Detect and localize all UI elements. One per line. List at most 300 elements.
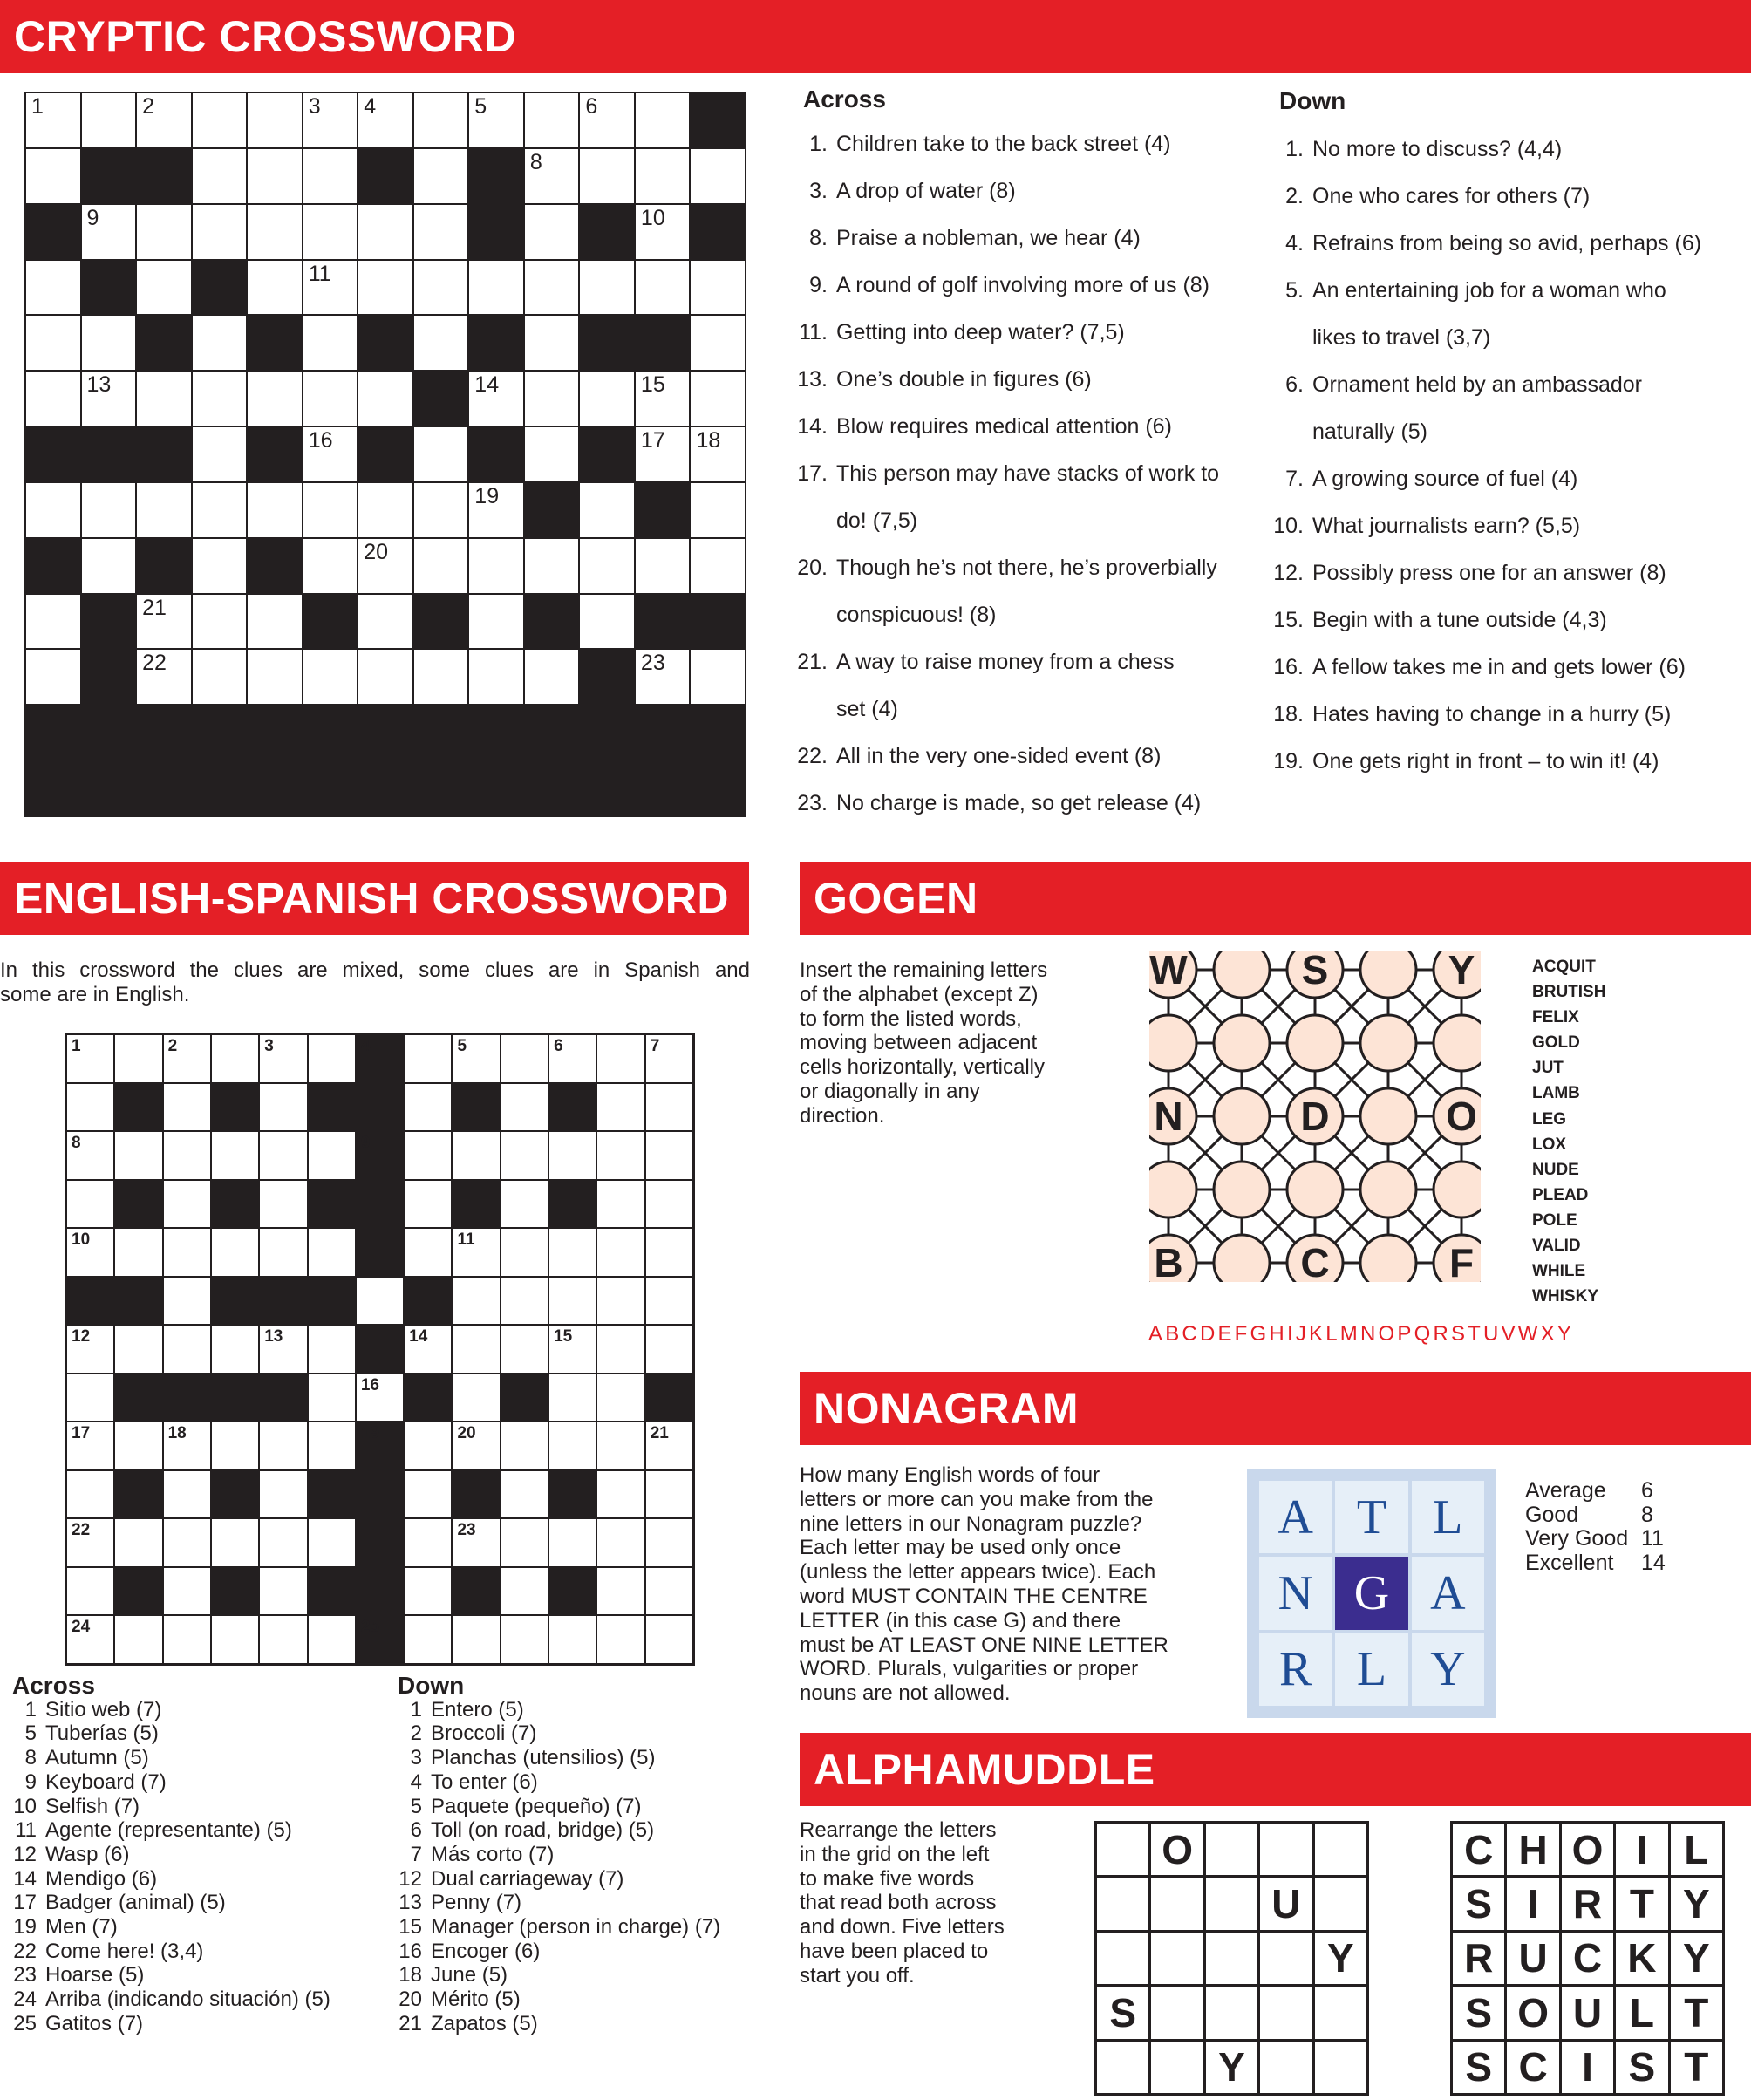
answer-cell[interactable] <box>469 483 523 537</box>
answer-cell[interactable] <box>405 1084 451 1131</box>
alphamuddle-letter-cell[interactable]: I <box>1562 2042 1613 2093</box>
answer-cell[interactable] <box>597 1616 644 1663</box>
alphamuddle-cell[interactable] <box>1315 1987 1366 2038</box>
answer-cell[interactable] <box>525 316 579 370</box>
alphamuddle-cell[interactable] <box>1151 1933 1203 1984</box>
answer-cell[interactable] <box>115 1035 161 1082</box>
answer-cell[interactable] <box>137 261 191 315</box>
answer-cell[interactable] <box>193 427 247 481</box>
answer-cell[interactable] <box>358 205 412 259</box>
answer-cell[interactable] <box>82 93 136 147</box>
gogen-cell[interactable] <box>1434 1015 1481 1071</box>
answer-cell[interactable] <box>549 1616 596 1663</box>
alphamuddle-cell[interactable]: U <box>1260 1878 1312 1929</box>
answer-cell[interactable] <box>597 1326 644 1373</box>
answer-cell[interactable] <box>414 427 468 481</box>
answer-cell[interactable] <box>309 1229 355 1276</box>
alphamuddle-letter-cell[interactable]: C <box>1562 1933 1613 1984</box>
answer-cell[interactable] <box>414 205 468 259</box>
answer-cell[interactable] <box>67 1422 113 1469</box>
answer-cell[interactable] <box>358 261 412 315</box>
alphamuddle-cell[interactable] <box>1260 2042 1312 2093</box>
alphamuddle-cell[interactable] <box>1260 1933 1312 1984</box>
answer-cell[interactable] <box>115 1326 161 1373</box>
answer-cell[interactable] <box>137 483 191 537</box>
answer-cell[interactable] <box>580 595 634 649</box>
answer-cell[interactable] <box>137 93 191 147</box>
answer-cell[interactable] <box>248 372 302 426</box>
answer-cell[interactable] <box>597 1181 644 1228</box>
answer-cell[interactable] <box>405 1035 451 1082</box>
answer-cell[interactable] <box>549 1519 596 1566</box>
alphamuddle-letter-cell[interactable]: O <box>1507 1987 1558 2038</box>
answer-cell[interactable] <box>691 539 745 593</box>
alphamuddle-letter-cell[interactable]: S <box>1616 2042 1667 2093</box>
gogen-cell[interactable] <box>1214 1088 1270 1144</box>
answer-cell[interactable] <box>82 316 136 370</box>
answer-cell[interactable] <box>358 93 412 147</box>
answer-cell[interactable] <box>501 1278 548 1325</box>
alphamuddle-cell[interactable] <box>1315 1878 1366 1929</box>
answer-cell[interactable] <box>26 316 80 370</box>
alphamuddle-letter-cell[interactable]: T <box>1616 1878 1667 1929</box>
answer-cell[interactable] <box>357 1278 403 1325</box>
answer-cell[interactable] <box>501 1519 548 1566</box>
answer-cell[interactable] <box>453 1422 499 1469</box>
gogen-cell[interactable] <box>1214 1235 1270 1282</box>
gogen-cell[interactable] <box>1214 951 1270 998</box>
gogen-cell[interactable] <box>1214 1015 1270 1071</box>
english-spanish-crossword-banner <box>0 862 749 935</box>
answer-cell[interactable] <box>469 93 523 147</box>
answer-cell[interactable] <box>405 1132 451 1179</box>
answer-cell[interactable] <box>164 1132 210 1179</box>
answer-cell[interactable] <box>248 205 302 259</box>
answer-cell[interactable] <box>646 1326 692 1373</box>
alphamuddle-cell[interactable]: Y <box>1315 1933 1366 1984</box>
alphamuddle-letter-cell[interactable]: K <box>1616 1933 1667 1984</box>
answer-cell[interactable] <box>525 149 579 203</box>
answer-cell[interactable] <box>164 1519 210 1566</box>
gogen-cell[interactable] <box>1360 1235 1416 1282</box>
answer-cell[interactable] <box>303 372 358 426</box>
answer-cell[interactable] <box>580 372 634 426</box>
answer-cell[interactable] <box>636 149 690 203</box>
answer-cell[interactable] <box>405 1181 451 1228</box>
alphamuddle-letter-cell[interactable]: O <box>1562 1824 1613 1875</box>
alphamuddle-cell[interactable]: S <box>1097 1987 1148 2038</box>
answer-cell[interactable] <box>453 1035 499 1082</box>
alphamuddle-cell[interactable] <box>1260 1824 1312 1875</box>
answer-cell[interactable] <box>67 1229 113 1276</box>
answer-cell[interactable] <box>67 1568 113 1615</box>
answer-cell[interactable] <box>691 650 745 704</box>
alphamuddle-letter-cell[interactable]: H <box>1507 1824 1558 1875</box>
answer-cell[interactable] <box>646 1422 692 1469</box>
alphamuddle-cell[interactable] <box>1206 1878 1257 1929</box>
answer-cell[interactable] <box>248 595 302 649</box>
answer-cell[interactable] <box>580 539 634 593</box>
answer-cell[interactable] <box>501 1422 548 1469</box>
alphamuddle-letter-cell[interactable]: Y <box>1671 1933 1722 1984</box>
answer-cell[interactable] <box>193 595 247 649</box>
answer-cell[interactable] <box>597 1471 644 1518</box>
gogen-cell[interactable] <box>1360 1015 1416 1071</box>
answer-cell[interactable] <box>453 1132 499 1179</box>
answer-cell[interactable] <box>212 1616 258 1663</box>
answer-cell[interactable] <box>469 595 523 649</box>
answer-cell[interactable] <box>26 483 80 537</box>
answer-cell[interactable] <box>525 650 579 704</box>
alphamuddle-letter-cell[interactable]: R <box>1453 1933 1504 1984</box>
answer-cell[interactable] <box>303 539 358 593</box>
alphamuddle-cell[interactable] <box>1097 1878 1148 1929</box>
answer-cell[interactable] <box>303 316 358 370</box>
answer-cell[interactable] <box>67 1471 113 1518</box>
answer-cell[interactable] <box>260 1181 306 1228</box>
alphamuddle-letter-cell[interactable]: R <box>1562 1878 1613 1929</box>
answer-cell[interactable] <box>414 261 468 315</box>
answer-cell[interactable] <box>405 1471 451 1518</box>
answer-cell[interactable] <box>164 1471 210 1518</box>
answer-cell[interactable] <box>358 539 412 593</box>
answer-cell[interactable] <box>501 1568 548 1615</box>
answer-cell[interactable] <box>303 149 358 203</box>
alphamuddle-letter-cell[interactable]: I <box>1616 1824 1667 1875</box>
gogen-cell[interactable] <box>1149 1162 1196 1217</box>
answer-cell[interactable] <box>636 372 690 426</box>
answer-cell[interactable] <box>309 1422 355 1469</box>
alphamuddle-letter-cell[interactable]: U <box>1507 1933 1558 1984</box>
answer-cell[interactable] <box>405 1229 451 1276</box>
answer-cell[interactable] <box>469 372 523 426</box>
answer-cell[interactable] <box>193 372 247 426</box>
answer-cell[interactable] <box>597 1422 644 1469</box>
answer-cell[interactable] <box>309 1035 355 1082</box>
answer-cell[interactable] <box>358 650 412 704</box>
answer-cell[interactable] <box>525 205 579 259</box>
answer-cell[interactable] <box>358 483 412 537</box>
alphamuddle-cell[interactable] <box>1151 2042 1203 2093</box>
answer-cell[interactable] <box>646 1229 692 1276</box>
answer-cell[interactable] <box>636 539 690 593</box>
answer-cell[interactable] <box>164 1616 210 1663</box>
answer-cell[interactable] <box>115 1616 161 1663</box>
answer-cell[interactable] <box>309 1374 355 1422</box>
answer-cell[interactable] <box>469 650 523 704</box>
answer-cell[interactable] <box>193 93 247 147</box>
gogen-cell[interactable] <box>1360 1088 1416 1144</box>
answer-cell[interactable] <box>67 1519 113 1566</box>
answer-cell[interactable] <box>248 149 302 203</box>
answer-cell[interactable] <box>303 205 358 259</box>
answer-cell[interactable] <box>26 149 80 203</box>
answer-cell[interactable] <box>469 539 523 593</box>
answer-cell[interactable] <box>597 1374 644 1422</box>
answer-cell[interactable] <box>597 1132 644 1179</box>
alphamuddle-cell[interactable] <box>1097 1933 1148 1984</box>
answer-cell[interactable] <box>549 1326 596 1373</box>
answer-cell[interactable] <box>137 650 191 704</box>
gogen-cell[interactable] <box>1360 951 1416 998</box>
answer-cell[interactable] <box>525 372 579 426</box>
alphamuddle-cell[interactable] <box>1151 1878 1203 1929</box>
answer-cell[interactable] <box>303 483 358 537</box>
alphamuddle-cell[interactable] <box>1151 1987 1203 2038</box>
answer-cell[interactable] <box>248 261 302 315</box>
answer-cell[interactable] <box>580 93 634 147</box>
answer-cell[interactable] <box>260 1326 306 1373</box>
answer-cell[interactable] <box>260 1519 306 1566</box>
answer-cell[interactable] <box>309 1132 355 1179</box>
answer-cell[interactable] <box>193 650 247 704</box>
gogen-cell[interactable] <box>1214 1162 1270 1217</box>
alphamuddle-cell[interactable] <box>1260 1987 1312 2038</box>
answer-cell[interactable] <box>164 1181 210 1228</box>
answer-cell[interactable] <box>67 1181 113 1228</box>
answer-cell[interactable] <box>525 93 579 147</box>
answer-cell[interactable] <box>525 539 579 593</box>
answer-cell[interactable] <box>303 93 358 147</box>
answer-cell[interactable] <box>248 93 302 147</box>
alphamuddle-letter-cell[interactable]: C <box>1453 1824 1504 1875</box>
answer-cell[interactable] <box>691 372 745 426</box>
alphamuddle-letter-cell[interactable]: C <box>1507 2042 1558 2093</box>
answer-cell[interactable] <box>212 1229 258 1276</box>
answer-cell[interactable] <box>453 1326 499 1373</box>
answer-cell[interactable] <box>357 1374 403 1422</box>
answer-cell[interactable] <box>414 650 468 704</box>
answer-cell[interactable] <box>580 261 634 315</box>
answer-cell[interactable] <box>260 1422 306 1469</box>
alphamuddle-cell[interactable]: O <box>1151 1824 1203 1875</box>
answer-cell[interactable] <box>212 1422 258 1469</box>
answer-cell[interactable] <box>164 1084 210 1131</box>
answer-cell[interactable] <box>453 1278 499 1325</box>
answer-cell[interactable] <box>67 1084 113 1131</box>
answer-cell[interactable] <box>501 1616 548 1663</box>
answer-cell[interactable] <box>414 316 468 370</box>
alphamuddle-letter-cell[interactable]: S <box>1453 2042 1504 2093</box>
answer-cell[interactable] <box>137 595 191 649</box>
answer-cell[interactable] <box>691 483 745 537</box>
answer-cell[interactable] <box>248 650 302 704</box>
answer-cell[interactable] <box>164 1229 210 1276</box>
answer-cell[interactable] <box>358 595 412 649</box>
answer-cell[interactable] <box>405 1326 451 1373</box>
answer-cell[interactable] <box>115 1229 161 1276</box>
answer-cell[interactable] <box>260 1568 306 1615</box>
answer-cell[interactable] <box>260 1471 306 1518</box>
answer-cell[interactable] <box>164 1278 210 1325</box>
answer-cell[interactable] <box>646 1471 692 1518</box>
answer-cell[interactable] <box>303 261 358 315</box>
answer-cell[interactable] <box>212 1326 258 1373</box>
answer-cell[interactable] <box>501 1181 548 1228</box>
answer-cell[interactable] <box>309 1616 355 1663</box>
answer-cell[interactable] <box>597 1035 644 1082</box>
alphamuddle-cell[interactable] <box>1206 1824 1257 1875</box>
english-spanish-across-clues <box>12 1674 396 2036</box>
block-cell <box>358 316 412 370</box>
answer-cell[interactable] <box>67 1132 113 1179</box>
gogen-cell[interactable] <box>1434 1162 1481 1217</box>
answer-cell[interactable] <box>414 483 468 537</box>
answer-cell[interactable] <box>646 1568 692 1615</box>
answer-cell[interactable] <box>501 1229 548 1276</box>
answer-cell[interactable] <box>115 1132 161 1179</box>
answer-cell[interactable] <box>597 1084 644 1131</box>
answer-cell[interactable] <box>646 1278 692 1325</box>
answer-cell[interactable] <box>453 1519 499 1566</box>
answer-cell[interactable] <box>164 1568 210 1615</box>
answer-cell[interactable] <box>26 372 80 426</box>
alphamuddle-cell[interactable] <box>1206 1933 1257 1984</box>
answer-cell[interactable] <box>309 1519 355 1566</box>
answer-cell[interactable] <box>646 1616 692 1663</box>
answer-cell[interactable] <box>501 1132 548 1179</box>
answer-cell[interactable] <box>303 650 358 704</box>
answer-cell[interactable] <box>646 1035 692 1082</box>
answer-cell[interactable] <box>549 1132 596 1179</box>
answer-cell[interactable] <box>597 1568 644 1615</box>
answer-cell[interactable] <box>501 1326 548 1373</box>
answer-cell[interactable] <box>164 1035 210 1082</box>
answer-cell[interactable] <box>193 205 247 259</box>
answer-cell[interactable] <box>193 539 247 593</box>
answer-cell[interactable] <box>82 205 136 259</box>
answer-cell[interactable] <box>260 1084 306 1131</box>
answer-cell[interactable] <box>549 1278 596 1325</box>
gogen-cell[interactable] <box>1287 1015 1343 1071</box>
answer-cell[interactable] <box>549 1422 596 1469</box>
alphamuddle-cell[interactable] <box>1206 1987 1257 2038</box>
alphamuddle-letter-cell[interactable]: S <box>1453 1987 1504 2038</box>
alphamuddle-letter-cell[interactable]: I <box>1507 1878 1558 1929</box>
answer-cell[interactable] <box>636 650 690 704</box>
answer-cell[interactable] <box>358 372 412 426</box>
answer-cell[interactable] <box>580 483 634 537</box>
answer-cell[interactable] <box>212 1132 258 1179</box>
answer-cell[interactable] <box>193 316 247 370</box>
alphamuddle-cell[interactable] <box>1315 2042 1366 2093</box>
answer-cell[interactable] <box>164 1326 210 1373</box>
answer-cell[interactable] <box>636 93 690 147</box>
answer-cell[interactable] <box>549 1229 596 1276</box>
answer-cell[interactable] <box>212 1035 258 1082</box>
answer-cell[interactable] <box>636 261 690 315</box>
answer-cell[interactable] <box>636 205 690 259</box>
answer-cell[interactable] <box>115 1422 161 1469</box>
answer-cell[interactable] <box>405 1422 451 1469</box>
answer-cell[interactable] <box>691 316 745 370</box>
answer-cell[interactable] <box>501 1084 548 1131</box>
answer-cell[interactable] <box>212 1519 258 1566</box>
block-cell <box>501 1374 548 1422</box>
answer-cell[interactable] <box>549 1374 596 1422</box>
alphamuddle-letter-cell[interactable]: Y <box>1671 1878 1722 1929</box>
answer-cell[interactable] <box>82 372 136 426</box>
answer-cell[interactable] <box>453 1229 499 1276</box>
answer-cell[interactable] <box>405 1519 451 1566</box>
answer-cell[interactable] <box>193 149 247 203</box>
answer-cell[interactable] <box>137 372 191 426</box>
answer-cell[interactable] <box>82 539 136 593</box>
answer-cell[interactable] <box>646 1084 692 1131</box>
answer-cell[interactable] <box>597 1519 644 1566</box>
answer-cell[interactable] <box>646 1132 692 1179</box>
answer-cell[interactable] <box>67 1035 113 1082</box>
answer-cell[interactable] <box>580 149 634 203</box>
answer-cell[interactable] <box>26 93 80 147</box>
answer-cell[interactable] <box>137 205 191 259</box>
answer-cell[interactable] <box>501 1035 548 1082</box>
answer-cell[interactable] <box>260 1229 306 1276</box>
answer-cell[interactable] <box>303 427 358 481</box>
answer-cell[interactable] <box>67 1326 113 1373</box>
answer-cell[interactable] <box>597 1229 644 1276</box>
answer-cell[interactable] <box>501 1471 548 1518</box>
answer-cell[interactable] <box>67 1616 113 1663</box>
answer-cell[interactable] <box>248 483 302 537</box>
gogen-cell[interactable] <box>1287 1162 1343 1217</box>
answer-cell[interactable] <box>414 149 468 203</box>
answer-cell[interactable] <box>67 1374 113 1422</box>
answer-cell[interactable] <box>309 1326 355 1373</box>
answer-cell[interactable] <box>193 483 247 537</box>
answer-cell[interactable] <box>414 93 468 147</box>
answer-cell[interactable] <box>260 1616 306 1663</box>
alphamuddle-letter-cell[interactable]: T <box>1671 1987 1722 2038</box>
answer-cell[interactable] <box>260 1132 306 1179</box>
gogen-cell[interactable] <box>1360 1162 1416 1217</box>
answer-cell[interactable] <box>82 483 136 537</box>
answer-cell[interactable] <box>26 261 80 315</box>
answer-cell[interactable] <box>525 427 579 481</box>
answer-cell[interactable] <box>405 1568 451 1615</box>
answer-cell[interactable] <box>469 261 523 315</box>
answer-cell[interactable] <box>260 1035 306 1082</box>
alphamuddle-cell[interactable]: Y <box>1206 2042 1257 2093</box>
answer-cell[interactable] <box>414 539 468 593</box>
answer-cell[interactable] <box>26 595 80 649</box>
answer-cell[interactable] <box>597 1278 644 1325</box>
alphamuddle-cell[interactable] <box>1097 2042 1148 2093</box>
alphamuddle-letter-cell[interactable]: L <box>1616 1987 1667 2038</box>
answer-cell[interactable] <box>636 427 690 481</box>
answer-cell[interactable] <box>691 261 745 315</box>
answer-cell[interactable] <box>115 1519 161 1566</box>
answer-cell[interactable] <box>164 1422 210 1469</box>
answer-cell[interactable] <box>453 1616 499 1663</box>
answer-cell[interactable] <box>691 149 745 203</box>
gogen-cell[interactable] <box>1149 1015 1196 1071</box>
answer-cell[interactable] <box>646 1181 692 1228</box>
answer-cell[interactable] <box>525 261 579 315</box>
alphamuddle-letter-cell[interactable]: U <box>1562 1987 1613 2038</box>
answer-cell[interactable] <box>691 427 745 481</box>
answer-cell[interactable] <box>646 1519 692 1566</box>
answer-cell[interactable] <box>453 1374 499 1422</box>
answer-cell[interactable] <box>549 1035 596 1082</box>
alphamuddle-letter-cell[interactable]: L <box>1671 1824 1722 1875</box>
answer-cell[interactable] <box>26 650 80 704</box>
alphamuddle-letter-cell[interactable]: T <box>1671 2042 1722 2093</box>
alphamuddle-cell[interactable] <box>1097 1824 1148 1875</box>
alphamuddle-letter-cell[interactable]: S <box>1453 1878 1504 1929</box>
alphamuddle-cell[interactable] <box>1315 1824 1366 1875</box>
answer-cell[interactable] <box>405 1616 451 1663</box>
